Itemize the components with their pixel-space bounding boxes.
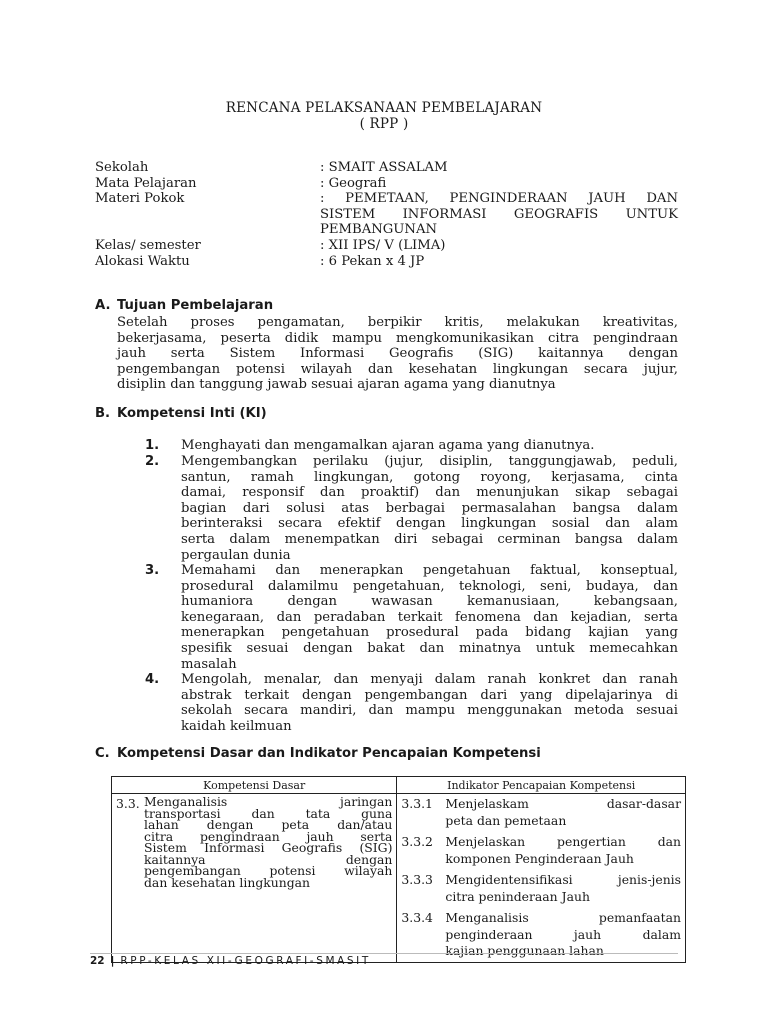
indicator-line: komponen Penginderaan Jauh (445, 850, 634, 866)
kd-line: Sistem Informasi Geografis (SIG) (144, 840, 393, 855)
identity-value: : 6 Pekan x 4 JP (320, 254, 425, 269)
section-title: Kompetensi Dasar dan Indikator Pencapaian Kompetensi (117, 746, 541, 761)
ki-line: damai, responsif dan proaktif) dan menunjukan sikap sebagai (181, 485, 678, 501)
identity-row-subject (95, 176, 685, 192)
ki-line: Menghayati dan mengamalkan ajaran agama yang dianutnya. (181, 438, 595, 453)
section-title: Kompetensi Inti (KI) (117, 406, 267, 421)
kd-cell (112, 794, 397, 963)
ki-line: berinteraksi secara efektif dengan lingkungan sosial dan alam (181, 516, 678, 532)
topic-line: SISTEM INFORMASI GEOGRAFIS UNTUK (320, 206, 678, 222)
kd-number: 3.3. (116, 796, 140, 811)
identity-row-school (95, 160, 685, 176)
page-footer (90, 955, 371, 967)
indicator-line: Menjelaskan pengertian dan (445, 834, 681, 849)
kd-line: pengembangan potensi wilayah (144, 863, 393, 878)
ki-line: humaniora dengan wawasan kemanusiaan, kebangsaan, (181, 594, 678, 610)
ki-line: bagian dari solusi atas berbagai permasalahan bangsa dalam (181, 500, 678, 516)
section-letter: B. (95, 406, 111, 421)
document-subtitle: ( RPP ) (359, 116, 409, 132)
kd-line: citra pengindraan jauh serta (144, 828, 393, 844)
table-row (112, 794, 686, 963)
paragraph-line: disiplin dan tanggung jawab sesuai ajaran agama yang dianutnya (117, 377, 556, 393)
section-a-paragraph (117, 315, 678, 393)
identity-value: : XII IPS/ V (LIMA) (320, 238, 446, 253)
indicator-line: Mengidentensifikasi jenis-jenis (445, 872, 681, 887)
kd-text (144, 796, 392, 888)
document-title: RENCANA PELAKSANAAN PEMBELAJARAN (225, 100, 543, 116)
ki-line: sekolah secara mandiri, dan mampu menggunakan metoda sesuai (181, 703, 678, 719)
section-letter: C. (95, 746, 110, 761)
indicator-number: 3.3.4 (401, 910, 433, 925)
footer-divider (90, 953, 678, 954)
section-c-heading (95, 746, 541, 761)
ki-line: Memahami dan menerapkan pengetahuan faktual, konseptual, (181, 563, 678, 578)
page-number: 22 (90, 955, 105, 967)
paragraph-line: bekerjasama, peserta didik mampu mengkomunikasikan citra pengindraan (117, 330, 678, 346)
identity-row-class (95, 238, 685, 254)
indicator-line: Menganalisis pemanfaatan (445, 910, 681, 925)
section-title: Tujuan Pembelajaran (117, 298, 274, 313)
section-a-heading (95, 298, 273, 313)
kd-line: transportasi dan tata guna (144, 805, 393, 821)
ki-text (181, 454, 678, 563)
ki-line: kenegaraan, dan peradaban terkait fenomena dan kejadian, serta (181, 609, 678, 625)
topic-line: PEMBANGUNAN (320, 222, 438, 237)
indicator-line: peta dan pemetaan (445, 812, 567, 828)
ki-text (181, 563, 678, 672)
ki-number: 1. (145, 438, 160, 453)
topic-line: : PEMETAAN, PENGINDERAAN JAUH DAN (320, 191, 678, 206)
indicator-item (401, 834, 681, 867)
section-b-heading (95, 406, 267, 421)
indicator-cell (397, 794, 686, 963)
indicator-line: Menjelaskam dasar-dasar (445, 796, 681, 811)
ki-line: serta dalam menempatkan diri sebagai cerminan bangsa dalam (181, 531, 678, 547)
ki-line: menerapkan pengetahuan prosedural pada bidang kajian yang (181, 625, 678, 641)
ki-number: 4. (145, 672, 160, 687)
competency-table (111, 776, 686, 963)
table-header-cell: Kompetensi Dasar (112, 777, 397, 794)
indicator-number: 3.3.2 (401, 834, 433, 849)
indicator-line: penginderaan jauh dalam (445, 926, 681, 942)
paragraph-line: pengembangan potensi wilayah dan kesehatan lingkungan secara jujur, (117, 361, 678, 377)
footer-text: RPP-KELAS XII-GEOGRAFI-SMASIT (120, 955, 371, 967)
identity-key: Alokasi Waktu (95, 254, 190, 269)
indicator-number: 3.3.3 (401, 872, 433, 887)
ki-line: abstrak terkait dengan pengembangan dari yang dipelajarinya di (181, 687, 678, 703)
ki-number: 2. (145, 454, 160, 469)
kd-line: lahan dengan peta dan/atau (144, 817, 393, 832)
identity-value: : Geografi (320, 176, 387, 191)
ki-line: kaidah keilmuan (181, 718, 292, 734)
indicator-item (401, 872, 681, 905)
ki-line: Mengolah, menalar, dan menyaji dalam ranah konkret dan ranah (181, 672, 678, 687)
identity-key: Kelas/ semester (95, 238, 201, 253)
section-letter: A. (95, 298, 111, 313)
identity-value: : SMAIT ASSALAM (320, 160, 448, 175)
paragraph-line: Setelah proses pengamatan, berpikir kritis, melakukan kreativitas, (117, 315, 678, 330)
indicator-line: citra peninderaan Jauh (445, 888, 590, 904)
kd-line: Menganalisis jaringan (144, 794, 393, 809)
identity-key: Mata Pelajaran (95, 176, 197, 191)
identity-row-time (95, 254, 685, 270)
ki-line: Mengembangkan perilaku (jujur, disiplin, tanggungjawab, peduli, (181, 454, 678, 469)
identity-key: Materi Pokok (95, 191, 185, 206)
indicator-line: kajian penggunaan lahan (445, 943, 604, 958)
footer-separator: | (110, 955, 115, 967)
ki-number: 3. (145, 563, 160, 578)
ki-line: pergaulan dunia (181, 547, 291, 563)
ki-line: prosedural dalamilmu pengetahuan, teknologi, seni, budaya, dan (181, 578, 678, 594)
identity-key: Sekolah (95, 160, 149, 175)
indicator-item (401, 796, 681, 829)
ki-text (181, 438, 678, 454)
ki-line: masalah (181, 656, 237, 672)
ki-text (181, 672, 678, 734)
ki-line: spesifik sesuai dengan bakat dan minatnya untuk memecahkan (181, 640, 678, 656)
identity-value-topic (320, 191, 678, 238)
paragraph-line: jauh serta Sistem Informasi Geografis (SIG) kaitannya dengan (117, 346, 678, 362)
table-header-row (112, 777, 686, 794)
ki-line: santun, ramah lingkungan, gotong royong, kerjasama, cinta (181, 469, 678, 485)
kd-line: dan kesehatan lingkungan (144, 874, 311, 890)
indicator-number: 3.3.1 (401, 796, 433, 811)
kd-line: kaitannya dengan (144, 851, 393, 867)
table-header-cell: Indikator Pencapaian Kompetensi (397, 777, 686, 794)
